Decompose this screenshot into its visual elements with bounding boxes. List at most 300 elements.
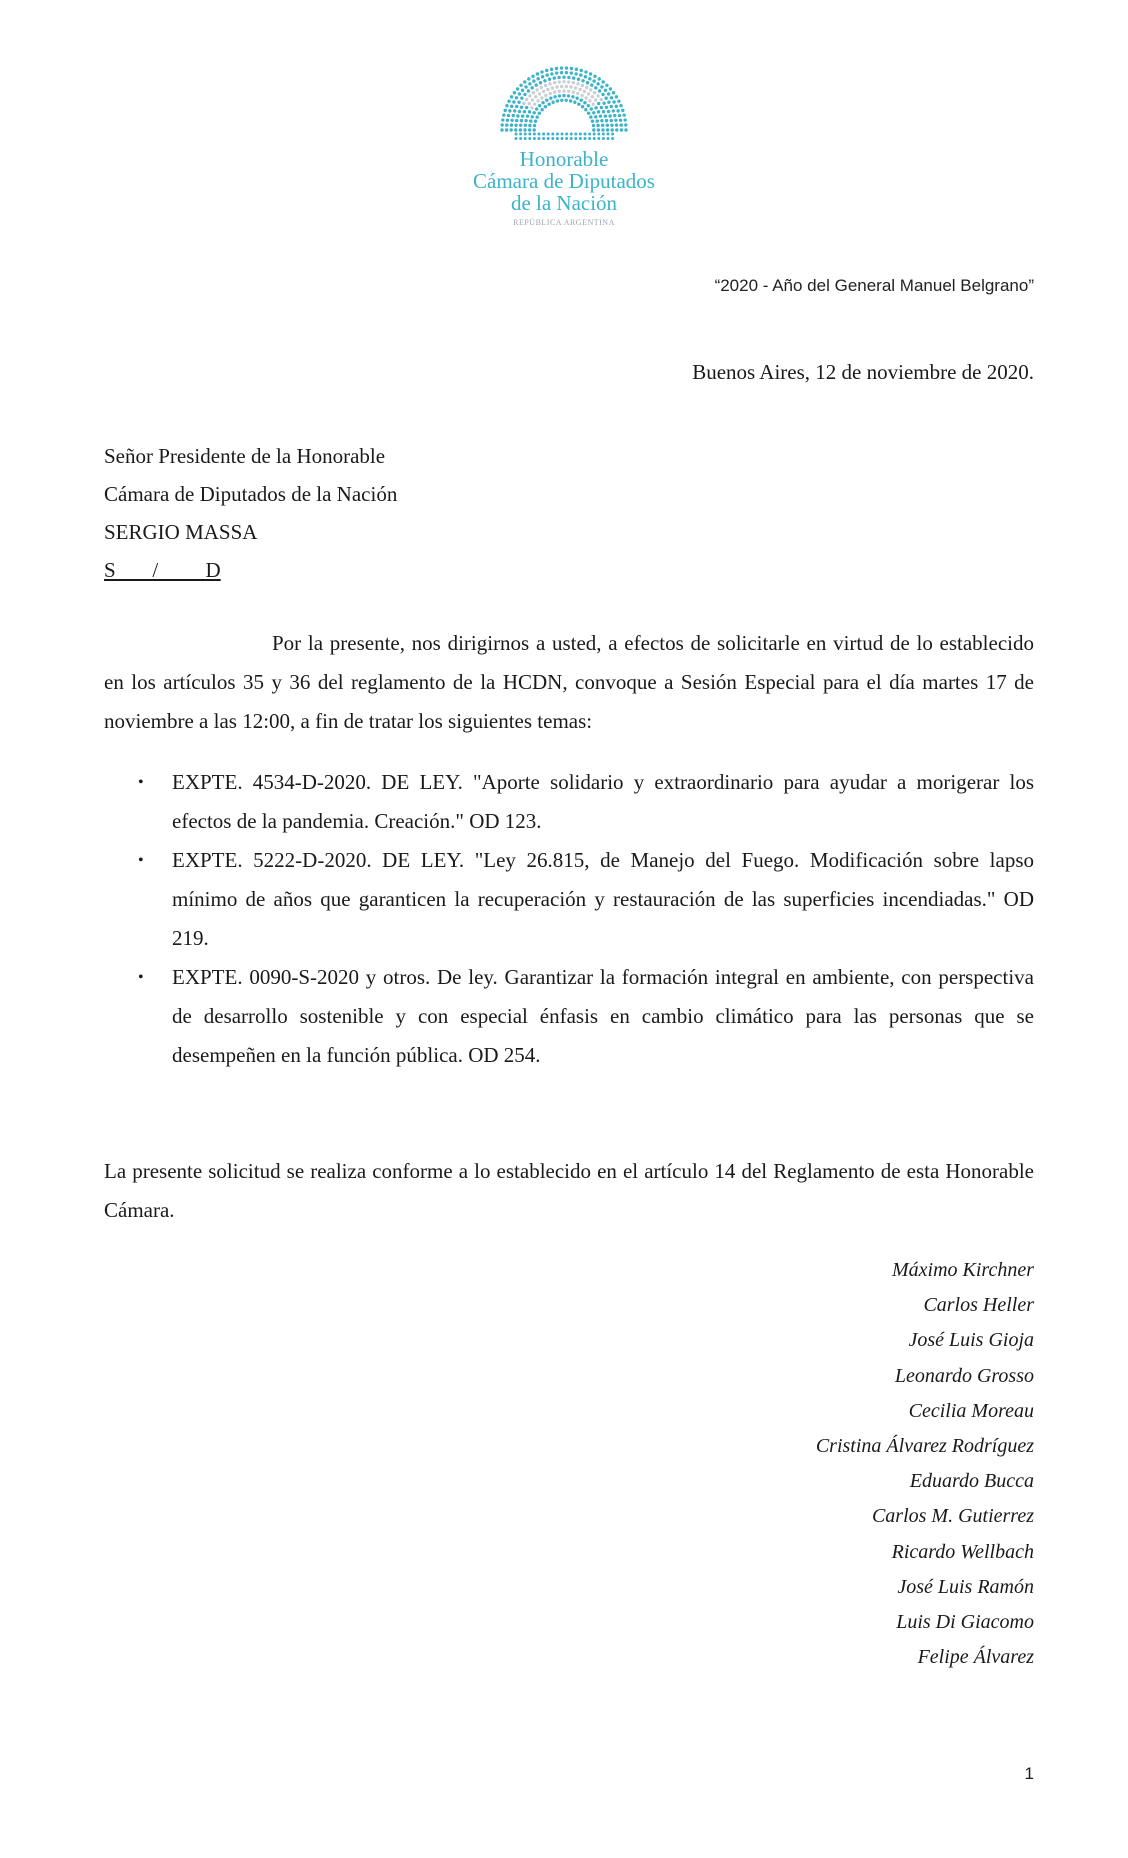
emblem-dot: [597, 128, 600, 131]
emblem-dot: [514, 124, 517, 127]
emblem-dot: [551, 133, 554, 136]
emblem-dot: [593, 137, 596, 140]
emblem-dot: [594, 98, 597, 101]
emblem-dot: [545, 73, 548, 76]
signatory: José Luis Ramón: [897, 1575, 1034, 1598]
emblem-dot: [528, 110, 531, 113]
emblem-dot: [576, 92, 579, 95]
emblem-dot: [540, 70, 543, 73]
emblem-dot: [551, 86, 554, 89]
emblem-dot: [536, 72, 539, 75]
emblem-dot: [584, 133, 587, 136]
signatory: Luis Di Giacomo: [896, 1611, 1034, 1634]
emblem-dot: [584, 70, 587, 73]
emblem-dot: [612, 91, 615, 94]
emblem-dot: [598, 89, 601, 92]
emblem-dot: [565, 137, 568, 140]
emblem-dot: [501, 123, 504, 126]
emblem-dot: [597, 133, 600, 136]
emblem-dot: [531, 75, 534, 78]
emblem-dot: [613, 114, 616, 117]
emblem-dot: [609, 87, 612, 90]
emblem-dot: [528, 137, 531, 140]
emblem-dot: [607, 133, 610, 136]
bullet-icon: •: [138, 969, 144, 986]
emblem-dot: [531, 98, 534, 101]
emblem-dot: [544, 84, 547, 87]
emblem-dot: [519, 128, 522, 131]
emblem-dot: [522, 102, 525, 105]
emblem-dot: [575, 68, 578, 71]
emblem-dot: [533, 102, 536, 105]
emblem-dot: [597, 110, 600, 113]
emblem-dot: [590, 107, 593, 110]
emblem-dot: [512, 100, 515, 103]
signatory: Máximo Kirchner: [891, 1259, 1034, 1281]
signatory: Felipe Álvarez: [917, 1646, 1034, 1669]
signatory: Carlos M. Gutierrez: [871, 1505, 1034, 1528]
emblem-dot: [558, 94, 561, 97]
emblem-dot: [546, 88, 549, 91]
emblem-dot: [555, 85, 558, 88]
emblem-dot: [561, 137, 564, 140]
emblem-dot: [521, 114, 524, 117]
emblem-dot: [532, 91, 535, 94]
emblem-dot: [549, 97, 552, 100]
emblem-dot: [541, 101, 544, 104]
emblem-dot: [520, 119, 523, 122]
emblem-dot: [592, 124, 595, 127]
emblem-dot: [556, 133, 559, 136]
emblem-dot: [583, 101, 586, 104]
emblem-dot: [607, 92, 610, 95]
signatory: Cecilia Moreau: [908, 1399, 1034, 1422]
emblem-dot: [616, 109, 619, 112]
emblem-dot: [610, 119, 613, 122]
emblem-dot: [570, 71, 573, 74]
emblem-dot: [545, 99, 548, 102]
emblem-dot: [592, 111, 595, 114]
emblem-dot: [507, 114, 510, 117]
emblem-dot: [533, 128, 536, 131]
emblem-dot: [624, 118, 627, 121]
emblem-dot: [533, 111, 536, 114]
emblem-dot: [565, 133, 568, 136]
emblem-dot: [594, 106, 597, 109]
emblem-dot: [541, 75, 544, 78]
emblem-dot: [555, 71, 558, 74]
emblem-dot: [534, 120, 537, 123]
emblem-dot: [508, 109, 511, 112]
emblem-dot: [596, 82, 599, 85]
emblem-dot: [540, 96, 543, 99]
emblem-dot: [584, 96, 587, 99]
emblem-dot: [585, 86, 588, 89]
emblem-dot: [569, 85, 572, 88]
emblem-dot: [615, 105, 618, 108]
emblem-dot: [601, 124, 604, 127]
logo-line-2: Cámara de Diputados: [473, 169, 655, 193]
emblem-dot: [515, 119, 518, 122]
emblem-dot: [574, 72, 577, 75]
emblem-dot: [605, 119, 608, 122]
emblem-dot: [544, 94, 547, 97]
emblem-dot: [567, 76, 570, 79]
emblem-dot: [523, 93, 526, 96]
emblem-dot: [567, 90, 570, 93]
agenda-topic-text: EXPTE. 0090-S-2020 y otros. De ley. Garantizar la formación integral en ambiente, con perspectiva de desarrollo sostenible y con especial énfasis en cambio climático para las personas que se desempeñen en la función pública. OD 254.: [172, 965, 1034, 1067]
emblem-dot: [558, 90, 561, 93]
emblem-dot: [611, 133, 614, 136]
emblem-dot: [510, 128, 513, 131]
emblem-dot: [514, 128, 517, 131]
emblem-dot: [555, 67, 558, 70]
logo-line-3: de la Nación: [510, 191, 618, 215]
emblem-dot: [615, 123, 618, 126]
emblem-dot: [584, 108, 587, 111]
emblem-dot: [547, 133, 550, 136]
emblem-dot: [590, 83, 593, 86]
emblem-dot: [527, 77, 530, 80]
emblem-dot: [624, 128, 627, 131]
emblem-dot: [612, 109, 615, 112]
emblem-dot: [594, 115, 597, 118]
emblem-dot: [574, 133, 577, 136]
emblem-dot: [556, 137, 559, 140]
emblem-dot: [529, 119, 532, 122]
emblem-dot: [530, 106, 533, 109]
emblem-dot: [575, 97, 578, 100]
emblem-dot: [604, 89, 607, 92]
signatory: Cristina Álvarez Rodríguez: [815, 1435, 1034, 1458]
emblem-dot: [524, 124, 527, 127]
emblem-dot: [518, 110, 521, 113]
emblem-dot: [544, 105, 547, 108]
emblem-dot: [524, 85, 527, 88]
signatories-list: [816, 1253, 1034, 1675]
emblem-dot: [538, 133, 541, 136]
signatory: Eduardo Bucca: [909, 1470, 1034, 1493]
emblem-dot: [560, 99, 563, 102]
emblem-dot: [612, 100, 615, 103]
emblem-dot: [560, 85, 563, 88]
emblem-dot: [553, 81, 556, 84]
emblem-dot: [578, 88, 581, 91]
emblem-dot: [597, 102, 600, 105]
emblem-dot: [535, 107, 538, 110]
emblem-dot: [527, 89, 530, 92]
emblem-dot: [593, 91, 596, 94]
emblem-dot: [596, 119, 599, 122]
bullet-icon: •: [138, 852, 144, 869]
emblem-dot: [519, 84, 522, 87]
agenda-topic: [104, 958, 1034, 1075]
emblem-dot: [600, 98, 603, 101]
emblem-dot: [619, 104, 622, 107]
emblem-dot: [576, 82, 579, 85]
emblem-dot: [533, 124, 536, 127]
emblem-dot: [602, 102, 605, 105]
emblem-dot: [506, 119, 509, 122]
emblem-dot: [538, 104, 541, 107]
emblem-dot: [562, 89, 565, 92]
emblem-dot: [551, 137, 554, 140]
emblem-dot: [528, 102, 531, 105]
emblem-dot: [573, 101, 576, 104]
agenda-topic: [104, 841, 1034, 958]
emblem-dot: [624, 123, 627, 126]
emblem-dot: [538, 137, 541, 140]
emblem-dot: [596, 124, 599, 127]
emblem-dot: [604, 96, 607, 99]
emblem-dot: [572, 90, 575, 93]
emblem-dot: [561, 133, 564, 136]
emblem-dot: [512, 114, 515, 117]
agenda-topic-text: EXPTE. 4534-D-2020. DE LEY. "Aporte solidario y extraordinario para ayudar a morigerar los efectos de la pandemia. Creación." OD 123.: [172, 770, 1034, 833]
emblem-dot: [615, 95, 618, 98]
emblem-dot: [535, 115, 538, 118]
emblem-dot: [513, 109, 516, 112]
emblem-dot: [574, 137, 577, 140]
emblem-dot: [600, 106, 603, 109]
signatory: José Luis Gioja: [908, 1329, 1034, 1352]
year-motto: “2020 - Año del General Manuel Belgrano”: [714, 276, 1034, 295]
emblem-dot: [611, 128, 614, 131]
recipient-name: SERGIO MASSA: [104, 520, 258, 544]
emblem-dot: [540, 86, 543, 89]
emblem-dot: [607, 101, 610, 104]
emblem-dot: [535, 83, 538, 86]
emblem-dot: [607, 110, 610, 113]
emblem-dot: [600, 85, 603, 88]
emblem-dot: [572, 81, 575, 84]
emblem-dot: [521, 89, 524, 92]
emblem-dot: [589, 72, 592, 75]
emblem-dot: [596, 94, 599, 97]
emblem-dot: [594, 86, 597, 89]
emblem-dot: [553, 76, 556, 79]
emblem-dot: [565, 85, 568, 88]
emblem-dot: [604, 114, 607, 117]
emblem-dot: [617, 99, 620, 102]
signatory: Leonardo Grosso: [894, 1364, 1034, 1387]
emblem-dot: [525, 98, 528, 101]
emblem-dot: [523, 110, 526, 113]
emblem-dot: [580, 94, 583, 97]
emblem-dot: [577, 102, 580, 105]
emblem-dot: [515, 133, 518, 136]
emblem-dot: [602, 80, 605, 83]
recipient-line-2: Cámara de Diputados de la Nación: [104, 482, 398, 506]
emblem-dot: [593, 75, 596, 78]
page-number: 1: [1024, 1764, 1034, 1783]
emblem-dot: [620, 128, 623, 131]
emblem-dot: [588, 99, 591, 102]
emblem-dot: [519, 124, 522, 127]
agenda-topic-text: EXPTE. 5222-D-2020. DE LEY. "Ley 26.815, de Manejo del Fuego. Modificación sobre lapso mínimo de años que garanticen la recuperación y restauración de las superficies incendiadas." OD 219.: [172, 848, 1034, 950]
emblem-dot: [587, 92, 590, 95]
emblem-dot: [579, 133, 582, 136]
emblem-dot: [621, 109, 624, 112]
emblem-dot: [581, 105, 584, 108]
emblem-dot: [513, 91, 516, 94]
emblem-dot: [574, 86, 577, 89]
emblem-dot: [533, 137, 536, 140]
emblem-dot: [534, 95, 537, 98]
emblem-dot: [562, 76, 565, 79]
emblem-dot: [606, 124, 609, 127]
emblem-dot: [502, 113, 505, 116]
emblem-dot: [577, 78, 580, 81]
letter-date: Buenos Aires, 12 de noviembre de 2020.: [692, 360, 1034, 384]
emblem-dot: [579, 137, 582, 140]
emblem-dot: [588, 133, 591, 136]
emblem-dot: [524, 137, 527, 140]
emblem-dot: [515, 137, 518, 140]
emblem-dot: [580, 69, 583, 72]
signatory: Carlos Heller: [923, 1294, 1034, 1317]
emblem-dot: [518, 92, 521, 95]
emblem-dot: [507, 99, 510, 102]
emblem-dot: [579, 73, 582, 76]
emblem-dot: [592, 128, 595, 131]
emblem-dot: [610, 96, 613, 99]
emblem-dot: [583, 90, 586, 93]
emblem-dot: [531, 115, 534, 118]
recipient-block: [104, 437, 397, 589]
emblem-dot: [528, 128, 531, 131]
emblem-dot: [567, 94, 570, 97]
emblem-dot: [543, 79, 546, 82]
emblem-dot: [592, 79, 595, 82]
request-paragraph: Por la presente, nos dirigirnos a usted, a efectos de solicitarle en virtud de lo establecido en los artículos 35 y 36 del reglamento de la HCDN, convoque a Sesión Especial para el día martes 17 de noviembre a las 12:00, a fin de tratar los siguientes temas:: [104, 631, 1034, 733]
emblem-dot: [623, 113, 626, 116]
emblem-dot: [553, 95, 556, 98]
emblem-dot: [591, 120, 594, 123]
emblem-dot: [601, 93, 604, 96]
emblem-dot: [610, 105, 613, 108]
emblem-dot: [510, 105, 513, 108]
emblem-dot: [602, 110, 605, 113]
emblem-dot: [619, 123, 622, 126]
emblem-dot: [503, 109, 506, 112]
signatory: Ricardo Wellbach: [891, 1540, 1034, 1563]
emblem-dot: [611, 137, 614, 140]
emblem-dot: [581, 79, 584, 82]
emblem-dot: [591, 102, 594, 105]
emblem-dot: [510, 123, 513, 126]
emblem-dot: [505, 128, 508, 131]
emblem-dot: [519, 137, 522, 140]
emblem-dot: [570, 133, 573, 136]
recipient-line-1: Señor Presidente de la Honorable: [104, 444, 386, 468]
emblem-dot: [545, 69, 548, 72]
emblem-dot: [553, 90, 556, 93]
emblem-dot: [599, 114, 602, 117]
emblem-dot: [528, 82, 531, 85]
bullet-icon: •: [138, 774, 144, 791]
logo-line-1: Honorable: [519, 147, 609, 171]
emblem-dot: [572, 76, 575, 79]
emblem-dot: [602, 137, 605, 140]
emblem-dot: [530, 86, 533, 89]
emblem-dot: [584, 137, 587, 140]
emblem-dot: [510, 95, 513, 98]
emblem-dot: [607, 137, 610, 140]
emblem-dot: [500, 128, 503, 131]
emblem-dot: [601, 128, 604, 131]
emblem-dot: [525, 106, 528, 109]
emblem-dot: [565, 66, 568, 69]
emblem-dot: [501, 118, 504, 121]
su-despacho: S / D: [104, 558, 221, 582]
emblem-dot: [505, 104, 508, 107]
closing-paragraph: La presente solicitud se realiza conforme a lo establecido en el artículo 14 del Reglamento de esta Honorable Cámara.: [104, 1159, 1034, 1222]
agenda-topics-list: [104, 763, 1034, 1075]
agenda-topic: [104, 763, 1034, 841]
emblem-dot: [538, 92, 541, 95]
emblem-dot: [581, 84, 584, 87]
emblem-dot: [523, 128, 526, 131]
emblem-dot: [539, 81, 542, 84]
emblem-dot: [586, 81, 589, 84]
emblem-dot: [557, 76, 560, 79]
emblem-dot: [528, 94, 531, 97]
emblem-dot: [589, 88, 592, 91]
emblem-dot: [536, 88, 539, 91]
emblem-dot: [565, 71, 568, 74]
emblem-dot: [548, 78, 551, 81]
emblem-dot: [597, 137, 600, 140]
emblem-dot: [615, 128, 618, 131]
emblem-dot: [565, 99, 568, 102]
emblem-dot: [618, 114, 621, 117]
chamber-dots-emblem: [499, 60, 629, 140]
emblem-dot: [570, 67, 573, 70]
emblem-dot: [516, 87, 519, 90]
emblem-dot: [510, 119, 513, 122]
emblem-dot: [602, 133, 605, 136]
emblem-dot: [560, 71, 563, 74]
emblem-dot: [588, 77, 591, 80]
emblem-dot: [587, 112, 590, 115]
emblem-dot: [560, 66, 563, 69]
emblem-dot: [520, 106, 523, 109]
hcdn-logo: [464, 60, 664, 227]
emblem-dot: [570, 137, 573, 140]
emblem-dot: [598, 77, 601, 80]
emblem-dot: [540, 108, 543, 111]
emblem-dot: [528, 133, 531, 136]
emblem-dot: [571, 95, 574, 98]
emblem-dot: [505, 123, 508, 126]
emblem-dot: [591, 95, 594, 98]
emblem-dot: [606, 128, 609, 131]
emblem-dot: [550, 68, 553, 71]
emblem-dot: [605, 106, 608, 109]
emblem-dot: [551, 101, 554, 104]
emblem-dot: [593, 133, 596, 136]
emblem-dot: [528, 124, 531, 127]
emblem-dot: [524, 133, 527, 136]
emblem-dot: [548, 82, 551, 85]
emblem-dot: [532, 79, 535, 82]
emblem-dot: [542, 137, 545, 140]
emblem-dot: [536, 77, 539, 80]
emblem-dot: [614, 119, 617, 122]
emblem-dot: [600, 119, 603, 122]
emblem-dot: [556, 99, 559, 102]
